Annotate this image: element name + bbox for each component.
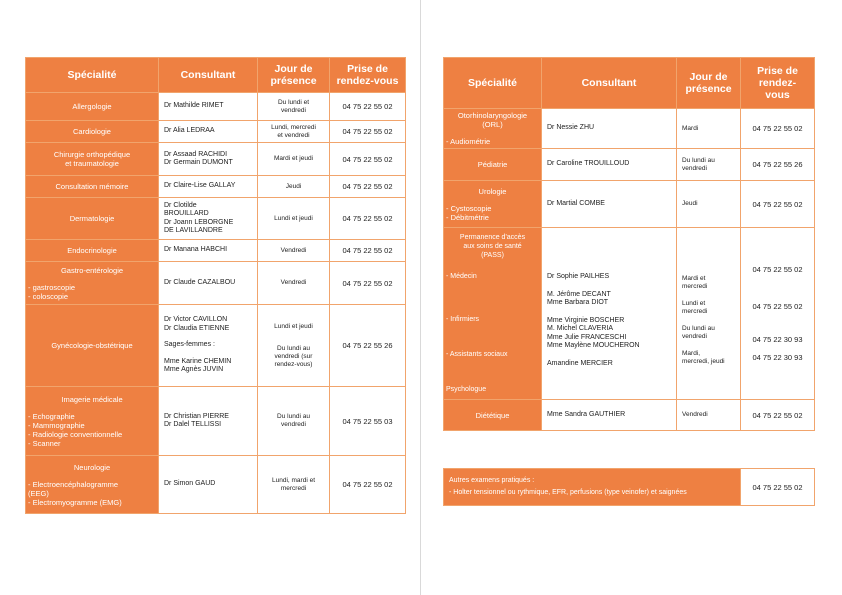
text-line: Mardi (682, 124, 699, 132)
day-cell (258, 143, 330, 176)
text-line: et vendredi (277, 131, 310, 139)
text-line: Lundi et jeudi (274, 214, 313, 222)
table-row (26, 262, 406, 305)
pass-phone: 04 75 22 30 93 (752, 335, 803, 344)
text-line: - Débitmétrie (446, 212, 489, 222)
table-row (444, 228, 815, 400)
page-divider (420, 0, 421, 595)
text-line: mercredi, jeudi (682, 358, 725, 365)
table-row (444, 149, 815, 181)
specialty-cell (26, 387, 159, 456)
table-row (444, 109, 815, 149)
text-line: Dr Mathilde RIMET (164, 102, 224, 110)
text-line: Dr Claude CAZALBOU (164, 278, 236, 286)
text-line: Lundi et jeudi (274, 322, 313, 330)
text-line: Vendredi (280, 279, 307, 286)
specialty-title: Otorhinolaryngologie (457, 111, 528, 120)
table-row (26, 121, 406, 143)
header-specialite: Spécialité (26, 58, 159, 93)
text-line: vendredi (682, 333, 707, 340)
right-table (443, 57, 815, 431)
text-line: Lundi, mercredi (271, 123, 316, 131)
text-line: aux soins de santé (463, 243, 522, 250)
table-row (26, 198, 406, 240)
phone-cell: 04 75 22 55 26 (330, 305, 406, 387)
specialty-cell (26, 198, 159, 240)
text-line: mercredi (682, 283, 708, 290)
text-line: Mme Julie FRANCESCHI (547, 333, 627, 341)
text-line: Dr Clotilde (164, 201, 197, 209)
text-line: Dr Joann LEBORGNE (164, 218, 234, 226)
phone-cell: 04 75 22 55 26 (741, 149, 815, 181)
text-line: - Radiologie conventionnelle (28, 429, 123, 439)
specialty-cell (26, 240, 159, 262)
consultant-cell (159, 387, 258, 456)
specialty-cell (444, 149, 542, 181)
text-line: Du lundi au (277, 413, 310, 420)
specialty-cell: Diététique (444, 400, 542, 431)
table-row (26, 93, 406, 121)
specialty-cell (26, 176, 159, 198)
text-line: Consultation mémoire (55, 182, 129, 191)
text-line: Mme Barbara DIOT (547, 299, 609, 306)
phone-cell: 04 75 22 55 02 (330, 456, 406, 514)
text-line: Dermatologie (69, 214, 115, 223)
header-jour: Jour de présence (258, 58, 330, 93)
other-exams-cell (444, 469, 741, 506)
consultant-cell (159, 143, 258, 176)
consultant-cell (542, 228, 677, 400)
phone-cell: 04 75 22 55 02 (330, 93, 406, 121)
table-row (444, 181, 815, 228)
text-line: Mme Virginie BOSCHER (547, 316, 625, 324)
pass-phone: 04 75 22 30 93 (752, 353, 803, 362)
text-line: Permanence d'accès (459, 234, 526, 241)
text-line: BROUILLARD (164, 210, 209, 217)
phone-cell: 04 75 22 55 02 (330, 176, 406, 198)
text-line: Du lundi au (277, 344, 310, 352)
text-line: - Cystoscopie (446, 203, 492, 213)
text-line: Dr Dalel TELLISSI (164, 421, 222, 428)
text-line: Dr Assaad RACHIDI (164, 150, 228, 158)
day-cell (258, 262, 330, 305)
table-row (26, 143, 406, 176)
consultant-cell (542, 109, 677, 149)
consultant-cell (159, 198, 258, 240)
text-line: Jeudi (285, 182, 302, 190)
text-line: Dr Alia LEDRAA (164, 127, 215, 135)
text-line: Lundi, mardi et (272, 476, 315, 484)
header-prise: Prise de rendez- vous (741, 58, 815, 109)
table-row (26, 456, 406, 514)
phone-cell: 04 75 22 55 02 (330, 198, 406, 240)
text-line: Dr Germain DUMONT (164, 159, 233, 166)
day-cell (677, 228, 741, 400)
header-consultant: Consultant (542, 58, 677, 109)
text-line: mercredi (682, 308, 708, 315)
pass-phone: 04 75 22 55 02 (752, 265, 803, 274)
phone-cell: 04 75 22 55 02 (330, 121, 406, 143)
text-line: - Mammographie (28, 420, 85, 430)
text-line: - coloscopie (28, 291, 69, 301)
pass-item: - Infirmiers (446, 316, 480, 323)
text-line: et traumatologie (65, 159, 119, 168)
consultant-cell: Mme Sandra GAUTHIER (542, 400, 677, 431)
day-cell (258, 198, 330, 240)
text-line: (EEG) (28, 488, 49, 498)
text-line: Dr Claire-Lise GALLAY (164, 182, 236, 190)
text-line: Mme Agnès JUVIN (164, 366, 224, 374)
day-cell (677, 149, 741, 181)
text-line: vendredi (281, 421, 306, 428)
other-exams-item: - Holter tensionnel ou rythmique, EFR, perfusions (type veinofer) et saignées (449, 489, 687, 496)
specialty-title: Gastro-entérologie (60, 265, 124, 275)
specialty-title: Urologie (478, 186, 507, 196)
specialty-cell (444, 181, 542, 228)
text-line: Amandine MERCIER (547, 359, 613, 367)
text-line: Allergologie (72, 102, 112, 111)
text-line: Dr Christian PIERRE (164, 412, 229, 420)
text-line: Dr Manana HABCHI (164, 246, 228, 254)
day-cell (677, 181, 741, 228)
table-row (26, 305, 406, 387)
specialty-cell (444, 109, 542, 149)
text-line: Lundi et (682, 300, 706, 307)
table-row (26, 176, 406, 198)
pass-phone: 04 75 22 55 02 (752, 302, 803, 311)
text-line: Dr Simon GAUD (164, 480, 216, 488)
day-cell (258, 121, 330, 143)
text-line: Mardi, (682, 350, 701, 357)
consultant-cell (159, 305, 258, 387)
day-cell (677, 109, 741, 149)
right-header-row (444, 58, 815, 109)
other-exams-title: Autres examens pratiqués : (449, 477, 535, 484)
midwives-title: Sages-femmes : (164, 341, 215, 349)
text-line: - Echographie (28, 411, 75, 421)
header-jour: Jour de présence (677, 58, 741, 109)
consultant-cell (159, 176, 258, 198)
text-line: Dr Martial COMBE (547, 199, 605, 207)
text-line: M. Jérôme DECANT (547, 290, 611, 298)
consultant-cell (159, 121, 258, 143)
phone-cell: 04 75 22 55 03 (330, 387, 406, 456)
text-line: mercredi (280, 484, 307, 492)
text-line: Mardi et jeudi (273, 155, 314, 162)
text-line: - Electroencéphalogramme (28, 479, 119, 489)
specialty-title: Imagerie médicale (61, 394, 123, 404)
text-line: Endocrinologie (67, 246, 117, 255)
text-line: Du lundi et (277, 98, 310, 106)
day-cell: Vendredi (677, 400, 741, 431)
text-line: Dr Victor CAVILLON (164, 316, 228, 324)
phone-cell: 04 75 22 55 02 (741, 400, 815, 431)
phone-cell: 04 75 22 55 02 (330, 262, 406, 305)
text-line: Dr Claudia ETIENNE (164, 324, 230, 332)
table-row (26, 387, 406, 456)
text-line: Vendredi (280, 246, 307, 254)
text-line: Dr Sophie PAILHES (547, 273, 610, 280)
consultant-cell (159, 262, 258, 305)
text-line: Du lundi au (682, 156, 715, 164)
text-line: Jeudi (682, 200, 698, 207)
text-line: - gastroscopie (28, 282, 76, 292)
consultant-cell (159, 240, 258, 262)
phone-cell: 04 75 22 55 02 (741, 181, 815, 228)
text-line: Du lundi au (682, 325, 715, 332)
specialty-cell (444, 228, 542, 400)
text-line: rendez-vous) (274, 360, 313, 368)
header-consultant: Consultant (159, 58, 258, 93)
other-exams-phone: 04 75 22 55 02 (741, 469, 815, 506)
consultant-cell (159, 456, 258, 514)
specialty-title: Neurologie (73, 462, 111, 472)
text-line: Cardiologie (73, 127, 111, 136)
text-line: vendredi (682, 164, 707, 172)
text-line: - Scanner (28, 438, 61, 448)
specialty-subtitle: (ORL) (482, 120, 503, 129)
left-table (25, 57, 406, 514)
pass-item: - Médecin (446, 273, 477, 280)
phone-cell: 04 75 22 55 02 (330, 240, 406, 262)
header-specialite: Spécialité (444, 58, 542, 109)
day-cell (258, 176, 330, 198)
specialty-cell: Gynécologie-obstétrique (26, 305, 159, 387)
text-line: - Electromyogramme (EMG) (28, 497, 122, 507)
day-cell (258, 93, 330, 121)
text-line: Pédiatrie (477, 160, 508, 169)
left-header-row (26, 58, 406, 93)
header-prise: Prise de rendez-vous (330, 58, 406, 93)
consultant-cell (542, 181, 677, 228)
text-line: Mme Karine CHEMIN (164, 357, 232, 365)
text-line: Mardi et (682, 275, 706, 282)
specialty-cell (26, 456, 159, 514)
specialty-cell (26, 143, 159, 176)
text-line: - Audiométrie (446, 137, 491, 146)
phone-cell: 04 75 22 55 02 (741, 109, 815, 149)
text-line: M. Michel CLAVERIA (547, 325, 613, 332)
text-line: Mme Maylène MOUCHERON (547, 342, 640, 349)
consultant-cell (542, 149, 677, 181)
table-row (26, 240, 406, 262)
consultant-cell (159, 93, 258, 121)
day-cell (258, 387, 330, 456)
text-line: Chirurgie orthopédique (53, 150, 131, 159)
text-line: vendredi (sur (274, 352, 313, 360)
text-line: Dr Nessie ZHU (547, 124, 595, 132)
specialty-cell (26, 93, 159, 121)
text-line: (PASS) (481, 252, 504, 259)
phone-cell: 04 75 22 55 02 (330, 143, 406, 176)
day-cell (258, 240, 330, 262)
other-exams-table (443, 468, 815, 506)
text-line: Dr Caroline TROUILLOUD (547, 160, 630, 168)
other-exams-row (444, 469, 815, 506)
text-line: vendredi (281, 106, 306, 114)
table-row (444, 400, 815, 431)
specialty-cell (26, 262, 159, 305)
pass-item: - Assistants sociaux (446, 351, 508, 358)
day-cell (258, 305, 330, 387)
specialty-cell (26, 121, 159, 143)
phone-cell (741, 228, 815, 400)
pass-item: Psychologue (446, 386, 487, 393)
text-line: DE LAVILLANDRE (164, 227, 223, 234)
day-cell (258, 456, 330, 514)
